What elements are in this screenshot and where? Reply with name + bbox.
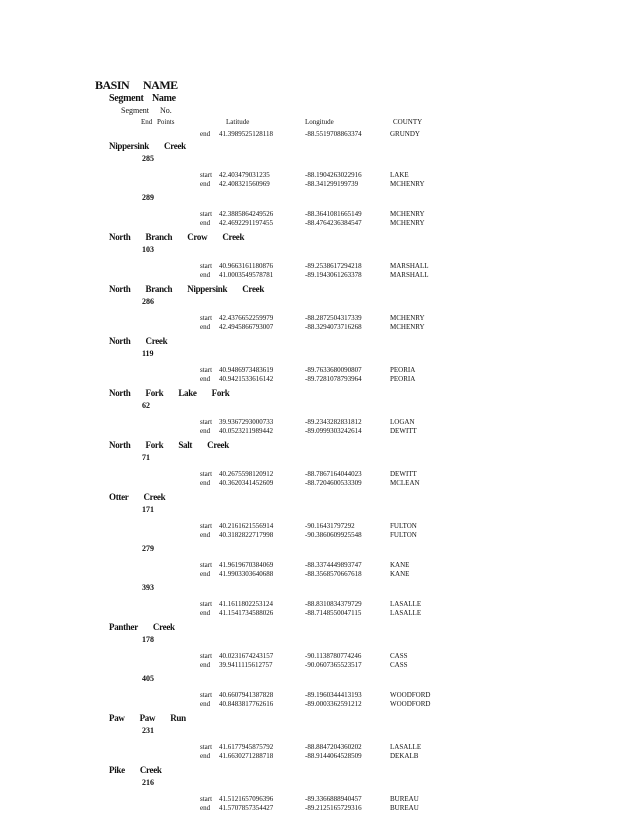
county-header: COUNTY [393,118,423,126]
end-cell: end [200,804,211,812]
end-cell: end [200,180,211,188]
latitude-cell: 41.3989525128118 [219,130,273,138]
table-row [0,661,618,670]
latitude-cell: 41.6630271288718 [219,752,274,760]
county-cell: BUREAU [390,804,419,812]
segment-number: 103 [142,245,154,254]
latitude-cell: 41.9619670384069 [219,561,274,569]
county-cell: LAKE [390,171,409,179]
creek-name-word: North [109,440,131,450]
longitude-cell: -88.1904263022916 [305,171,362,179]
county-cell: KANE [390,561,410,569]
end-cell: start [200,743,213,751]
creek-name-word: Lake [178,388,197,398]
end-cell: end [200,271,211,279]
table-row [0,609,618,618]
table-row [0,479,618,488]
longitude-cell: -89.0003362591212 [305,700,362,708]
creek-name-word: Otter [109,492,129,502]
table-row [0,219,618,228]
creek-name-word: Crow [187,232,208,242]
longitude-cell: -89.0999303242614 [305,427,362,435]
segment-header: Segment [109,93,144,104]
table-row [0,470,618,479]
end-cell: end [200,661,211,669]
table-row [0,561,618,570]
end-cell: start [200,470,213,478]
segment-number: 231 [142,726,154,735]
latitude-cell: 41.5121657096396 [219,795,274,803]
creek-name-word: Run [170,713,186,723]
county-cell: KANE [390,570,410,578]
end-cell: start [200,418,213,426]
end-cell: end [200,531,211,539]
creek-name-word: Creek [139,765,162,775]
creek-name [109,765,177,775]
county-cell: MCHENRY [390,323,425,331]
creek-name [109,440,244,450]
creek-name-word: Branch [145,284,173,294]
creek-name [109,232,259,242]
latitude-cell: 40.2675598120912 [219,470,274,478]
end-cell: start [200,171,213,179]
latitude-cell: 40.3182822717998 [219,531,274,539]
longitude-header: Longitude [305,118,334,126]
creek-name-word: Salt [178,440,193,450]
end-cell: start [200,262,213,270]
county-cell: PEORIA [390,375,416,383]
county-cell: BUREAU [390,795,419,803]
table-row [0,691,618,700]
segment-number: 289 [142,193,154,202]
creek-name-word: Branch [145,232,173,242]
county-cell: CASS [390,661,408,669]
table-row [0,804,618,813]
county-cell: MCHENRY [390,210,425,218]
county-cell: MCLEAN [390,479,420,487]
latitude-cell: 40.2161621556914 [219,522,274,530]
county-cell: MARSHALL [390,262,429,270]
creek-name [109,622,190,632]
end-cell: start [200,600,213,608]
creek-name [109,141,201,151]
end-cell: end [200,427,211,435]
latitude-cell: 41.6177945875792 [219,743,274,751]
longitude-cell: -88.4764236384547 [305,219,362,227]
latitude-cell: 40.3620341452609 [219,479,274,487]
latitude-cell: 39.9367293000733 [219,418,274,426]
creek-name-word: Paw [139,713,156,723]
table-row [0,427,618,436]
longitude-cell: -88.5519708863374 [305,130,362,138]
table-row [0,743,618,752]
county-cell: MARSHALL [390,271,429,279]
latitude-cell: 42.4376652259979 [219,314,274,322]
basin-header: BASIN [95,78,130,92]
latitude-cell: 42.4692291197455 [219,219,273,227]
segment-number: 178 [142,635,154,644]
longitude-cell: -90.1138780774246 [305,652,362,660]
segment-number: 119 [142,349,154,358]
county-cell: LOGAN [390,418,415,426]
longitude-cell: -88.2872504317339 [305,314,362,322]
creek-name [109,492,180,502]
creek-name-word: Fork [145,388,164,398]
table-row [0,375,618,384]
points-header: Points [157,118,175,126]
creek-name-word: Nippersink [187,284,228,294]
latitude-cell: 40.9486973483619 [219,366,274,374]
latitude-cell: 42.4945866793007 [219,323,274,331]
creek-name-word: North [109,232,131,242]
latitude-cell: 39.9411115612757 [219,661,273,669]
end-cell: start [200,795,213,803]
end-cell: end [200,323,211,331]
table-row [0,752,618,761]
end-cell: start [200,522,213,530]
end-cell: end [200,570,211,578]
longitude-cell: -88.7204600533309 [305,479,362,487]
table-row [0,180,618,189]
end-header: End [141,118,153,126]
creek-name-word: North [109,336,131,346]
segment-number: 71 [142,453,150,462]
latitude-cell: 41.1611802253124 [219,600,273,608]
table-row [0,418,618,427]
county-cell: MCHENRY [390,219,425,227]
county-cell: LASALLE [390,600,422,608]
county-cell: WOODFORD [390,691,431,699]
creek-name-word: Nippersink [109,141,150,151]
creek-name-word: North [109,284,131,294]
longitude-cell: -89.2538617294218 [305,262,362,270]
table-row [0,271,618,280]
creek-name-word: Creek [222,232,245,242]
creek-name-word: Panther [109,622,138,632]
county-cell: MCHENRY [390,314,425,322]
county-cell: DEKALB [390,752,419,760]
table-row [0,570,618,579]
end-cell: end [200,700,211,708]
county-cell: WOODFORD [390,700,431,708]
no-header: No. [160,106,172,115]
segment-number: 285 [142,154,154,163]
longitude-cell: -88.341299199739 [305,180,359,188]
longitude-cell: -89.1943061263378 [305,271,362,279]
county-cell: LASALLE [390,609,422,617]
segment-number: 279 [142,544,154,553]
latitude-cell: 40.0231674243157 [219,652,274,660]
end-cell: end [200,479,211,487]
longitude-cell: -88.3641081665149 [305,210,362,218]
end-cell: start [200,314,213,322]
end-cell: start [200,691,213,699]
table-row [0,323,618,332]
county-cell: MCHENRY [390,180,425,188]
creek-name-word: Fork [145,440,164,450]
county-cell: GRUNDY [390,130,420,138]
longitude-cell: -88.8847204360202 [305,743,362,751]
end-cell: start [200,561,213,569]
longitude-cell: -89.7633680090807 [305,366,362,374]
creek-name [109,713,201,723]
latitude-cell: 42.3885864249526 [219,210,274,218]
county-cell: LASALLE [390,743,422,751]
creek-name-word: Creek [164,141,186,151]
end-cell: start [200,652,213,660]
longitude-cell: -89.2125165729316 [305,804,362,812]
segment-number: 62 [142,401,150,410]
table-row [0,366,618,375]
latitude-cell: 41.1541734588026 [219,609,274,617]
longitude-cell: -88.8310834379729 [305,600,362,608]
table-row [0,700,618,709]
county-cell: DEWITT [390,427,417,435]
name-header: NAME [143,78,178,92]
creek-name-word: Creek [242,284,265,294]
longitude-cell: -88.3374449893747 [305,561,362,569]
latitude-header: Latitude [226,118,250,126]
end-cell: end [200,130,211,138]
table-row [0,262,618,271]
county-cell: FULTON [390,522,417,530]
table-row [0,130,618,139]
table-row [0,210,618,219]
latitude-cell: 40.0523211989442 [219,427,273,435]
county-cell: PEORIA [390,366,416,374]
creek-name-word: Paw [109,713,125,723]
longitude-cell: -89.7281078793964 [305,375,362,383]
segment-number: 171 [142,505,154,514]
end-cell: end [200,375,211,383]
longitude-cell: -88.9144064528509 [305,752,362,760]
creek-name [109,336,182,346]
creek-name-word: Creek [207,440,229,450]
creek-name [109,388,244,398]
latitude-cell: 40.9663161180876 [219,262,273,270]
creek-name-word: Creek [143,492,166,502]
end-cell: start [200,210,213,218]
longitude-cell: -89.1960344413193 [305,691,362,699]
table-row [0,652,618,661]
longitude-cell: -88.3568570667618 [305,570,362,578]
end-cell: end [200,609,211,617]
latitude-cell: 40.8483817762616 [219,700,274,708]
county-cell: FULTON [390,531,417,539]
table-row [0,522,618,531]
creek-name-word: North [109,388,131,398]
segment-name-header: Name [152,93,176,104]
table-row [0,600,618,609]
latitude-cell: 41.9903303640688 [219,570,274,578]
latitude-cell: 42.408321560969 [219,180,270,188]
latitude-cell: 42.403479031235 [219,171,270,179]
segment-number: 393 [142,583,154,592]
longitude-cell: -90.16431797292 [305,522,355,530]
latitude-cell: 40.9421533616142 [219,375,274,383]
longitude-cell: -90.0607365523517 [305,661,362,669]
table-row [0,531,618,540]
end-cell: end [200,752,211,760]
creek-name-word: Fork [211,388,230,398]
segment-number: 286 [142,297,154,306]
creek-name-word: Creek [145,336,168,346]
creek-name [109,284,279,294]
longitude-cell: -90.3860609925548 [305,531,362,539]
longitude-cell: -88.7867164044023 [305,470,362,478]
latitude-cell: 41.0003549578781 [219,271,274,279]
latitude-cell: 41.5707857354427 [219,804,274,812]
table-row [0,314,618,323]
county-cell: CASS [390,652,408,660]
end-cell: end [200,219,211,227]
county-cell: DEWITT [390,470,417,478]
longitude-cell: -89.2343282831812 [305,418,362,426]
creek-name-word: Creek [152,622,175,632]
end-cell: start [200,366,213,374]
latitude-cell: 40.6607941387828 [219,691,274,699]
longitude-cell: -89.3366888940457 [305,795,362,803]
table-row [0,171,618,180]
creek-name-word: Pike [109,765,125,775]
segment-number: 216 [142,778,154,787]
longitude-cell: -88.3294073716268 [305,323,362,331]
segment-number: 405 [142,674,154,683]
longitude-cell: -88.7148550047115 [305,609,362,617]
segment-sub-header: Segment [121,106,149,115]
